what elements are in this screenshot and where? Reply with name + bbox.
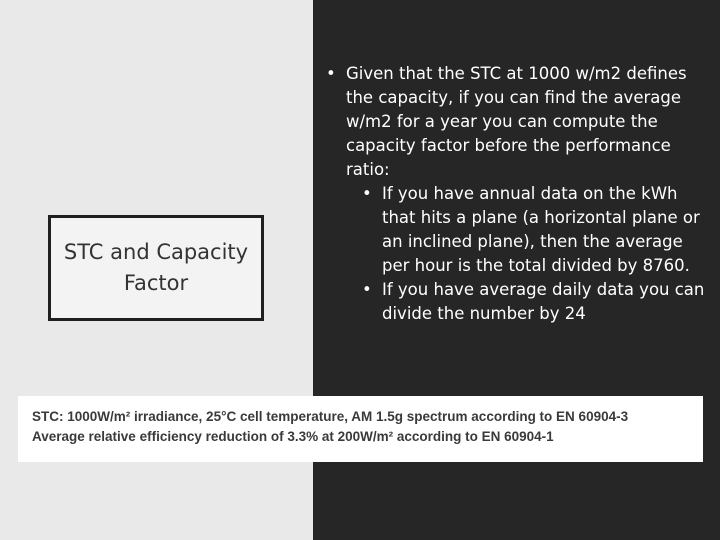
title-box (48, 215, 264, 321)
bullet-text-3: If you have average daily data you can divide the number by 24 (382, 280, 705, 323)
bullet-text-1: Given that the STC at 1000 w/m2 defines the capacity, if you can find the average w/m2 for a year you can compute the capacity factor before the performance ratio: (346, 64, 687, 179)
spec-line-efficiency: Average relative efficiency reduction of 3.3% at 200W/m² according to EN 60904-1 (32, 429, 554, 444)
bullet-item-1 (326, 62, 706, 182)
bullet-dot: • (326, 64, 336, 83)
slide-title: STC and Capacity Factor (63, 240, 249, 295)
spec-line-stc: STC: 1000W/m² irradiance, 25°C cell temperature, AM 1.5g spectrum according to EN 60904-3 (32, 409, 629, 424)
spec-image-strip (18, 396, 703, 462)
bullet-list (326, 62, 706, 326)
bullet-item-2 (326, 182, 706, 278)
bullet-dot: • (362, 280, 372, 299)
bullet-dot: • (362, 184, 372, 203)
bullet-item-3 (326, 278, 706, 326)
bullet-text-2: If you have annual data on the kWh that hits a plane (a horizontal plane or an inclined plane), then the average per hour is the total divided by 8760. (382, 184, 700, 275)
